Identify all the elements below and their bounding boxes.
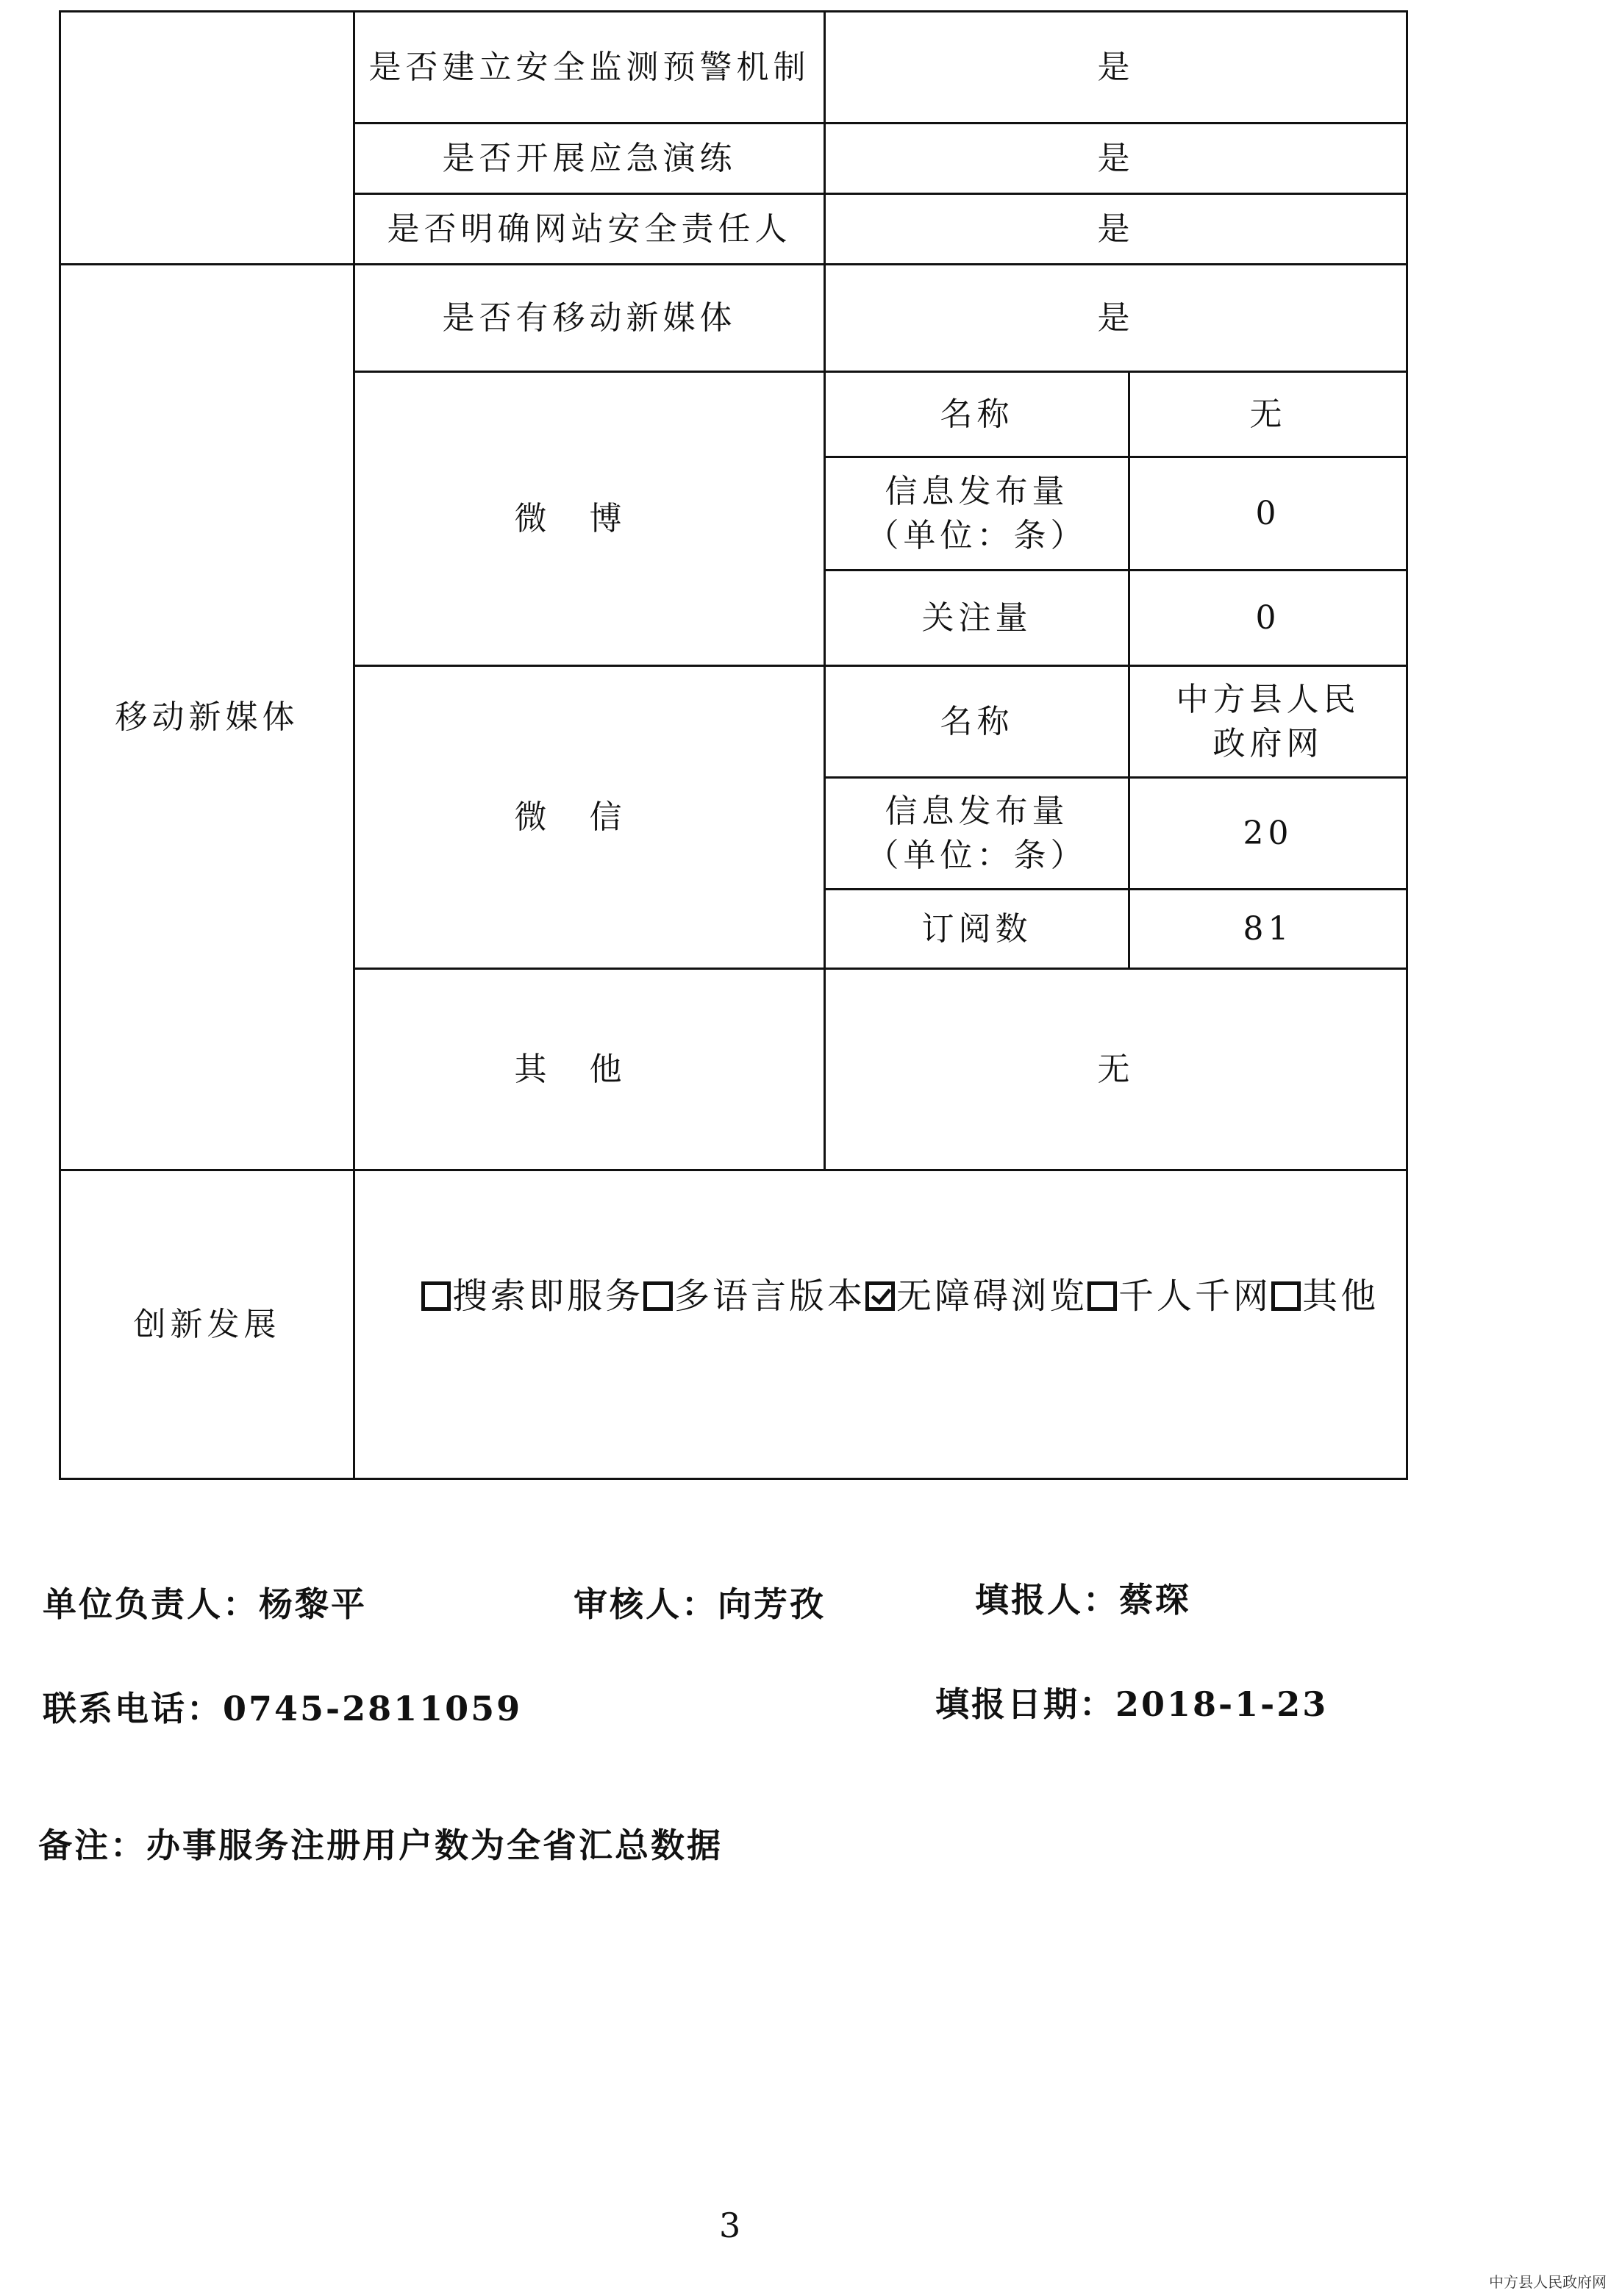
contact-phone [43,1682,522,1731]
page-number: 3 [719,2206,741,2245]
fill-date [935,1678,1328,1726]
officer-value: 是 [825,194,1407,265]
weibo-followers-label: 关注量 [825,571,1129,666]
monitoring-label: 是否建立安全监测预警机制 [354,12,825,124]
wechat-name-value: 中方县人民政府网 [1129,666,1407,778]
option-label: 千人千网 [1118,1276,1272,1317]
wechat-name-label: 名称 [825,666,1129,778]
filler-label: 填报人： [975,1580,1119,1620]
phone-value: 0745-2811059 [223,1689,523,1728]
option-search-service[interactable] [421,1273,643,1320]
date-label: 填报日期： [935,1684,1115,1724]
unit-head [43,1578,367,1626]
option-other[interactable] [1271,1273,1379,1320]
security-section-cell [60,12,354,265]
phone-label: 联系电话： [43,1689,223,1728]
has-mobile-value: 是 [825,265,1407,372]
wechat-label: 微信 [354,666,825,969]
option-label: 搜索即服务 [452,1276,644,1317]
unit-head-value: 杨黎平 [259,1584,367,1624]
monitoring-value: 是 [825,12,1407,124]
option-personalized[interactable] [1087,1273,1271,1320]
wechat-posts-unit: （单位：条） [866,836,1087,874]
weibo-posts-label [825,457,1129,571]
wechat-posts-label-text: 信息发布量 [885,793,1069,831]
wechat-posts-value: 20 [1129,778,1407,890]
option-label: 无障碍浏览 [896,1276,1088,1317]
weibo-posts-unit: （单位：条） [866,516,1087,554]
wechat-subs-label: 订阅数 [825,890,1129,969]
innovation-label: 创新发展 [60,1170,354,1479]
checkbox-unchecked-icon[interactable] [643,1281,673,1311]
weibo-name-value: 无 [1129,372,1407,457]
checkbox-unchecked-icon[interactable] [1271,1281,1301,1311]
date-value: 2018-1-23 [1115,1684,1329,1724]
unit-head-label: 单位负责人： [43,1584,259,1624]
option-accessibility[interactable] [865,1273,1087,1320]
other-media-value: 无 [825,969,1407,1170]
wechat-subs-value: 81 [1129,890,1407,969]
report-table [59,10,1408,1480]
option-label: 多语言版本 [674,1276,866,1317]
reviewer-label: 审核人： [574,1584,718,1624]
reviewer-value: 向芳孜 [718,1584,826,1624]
officer-label: 是否明确网站安全责任人 [354,194,825,265]
filler [975,1573,1191,1622]
drill-value: 是 [825,124,1407,194]
filler-value: 蔡琛 [1119,1580,1191,1620]
site-watermark: 中方县人民政府网 [1489,2273,1607,2291]
wechat-posts-label [825,778,1129,890]
checkbox-unchecked-icon[interactable] [421,1281,451,1311]
weibo-label: 微博 [354,372,825,666]
checkbox-unchecked-icon[interactable] [1087,1281,1117,1311]
option-multilingual[interactable] [643,1273,865,1320]
innovation-options-row [421,1273,1397,1323]
other-media-label: 其他 [354,969,825,1170]
drill-label: 是否开展应急演练 [354,124,825,194]
weibo-name-label: 名称 [825,372,1129,457]
weibo-posts-label-text: 信息发布量 [885,473,1069,511]
reviewer [574,1578,826,1626]
has-mobile-label: 是否有移动新媒体 [354,265,825,372]
remark-note: 备注：办事服务注册用户数为全省汇总数据 [38,1825,723,1865]
checkbox-checked-icon[interactable] [865,1281,895,1311]
mobile-section-label: 移动新媒体 [60,265,354,1170]
option-label: 其他 [1302,1276,1379,1317]
weibo-posts-value: 0 [1129,457,1407,571]
innovation-options [354,1170,1407,1479]
weibo-followers-value: 0 [1129,571,1407,666]
